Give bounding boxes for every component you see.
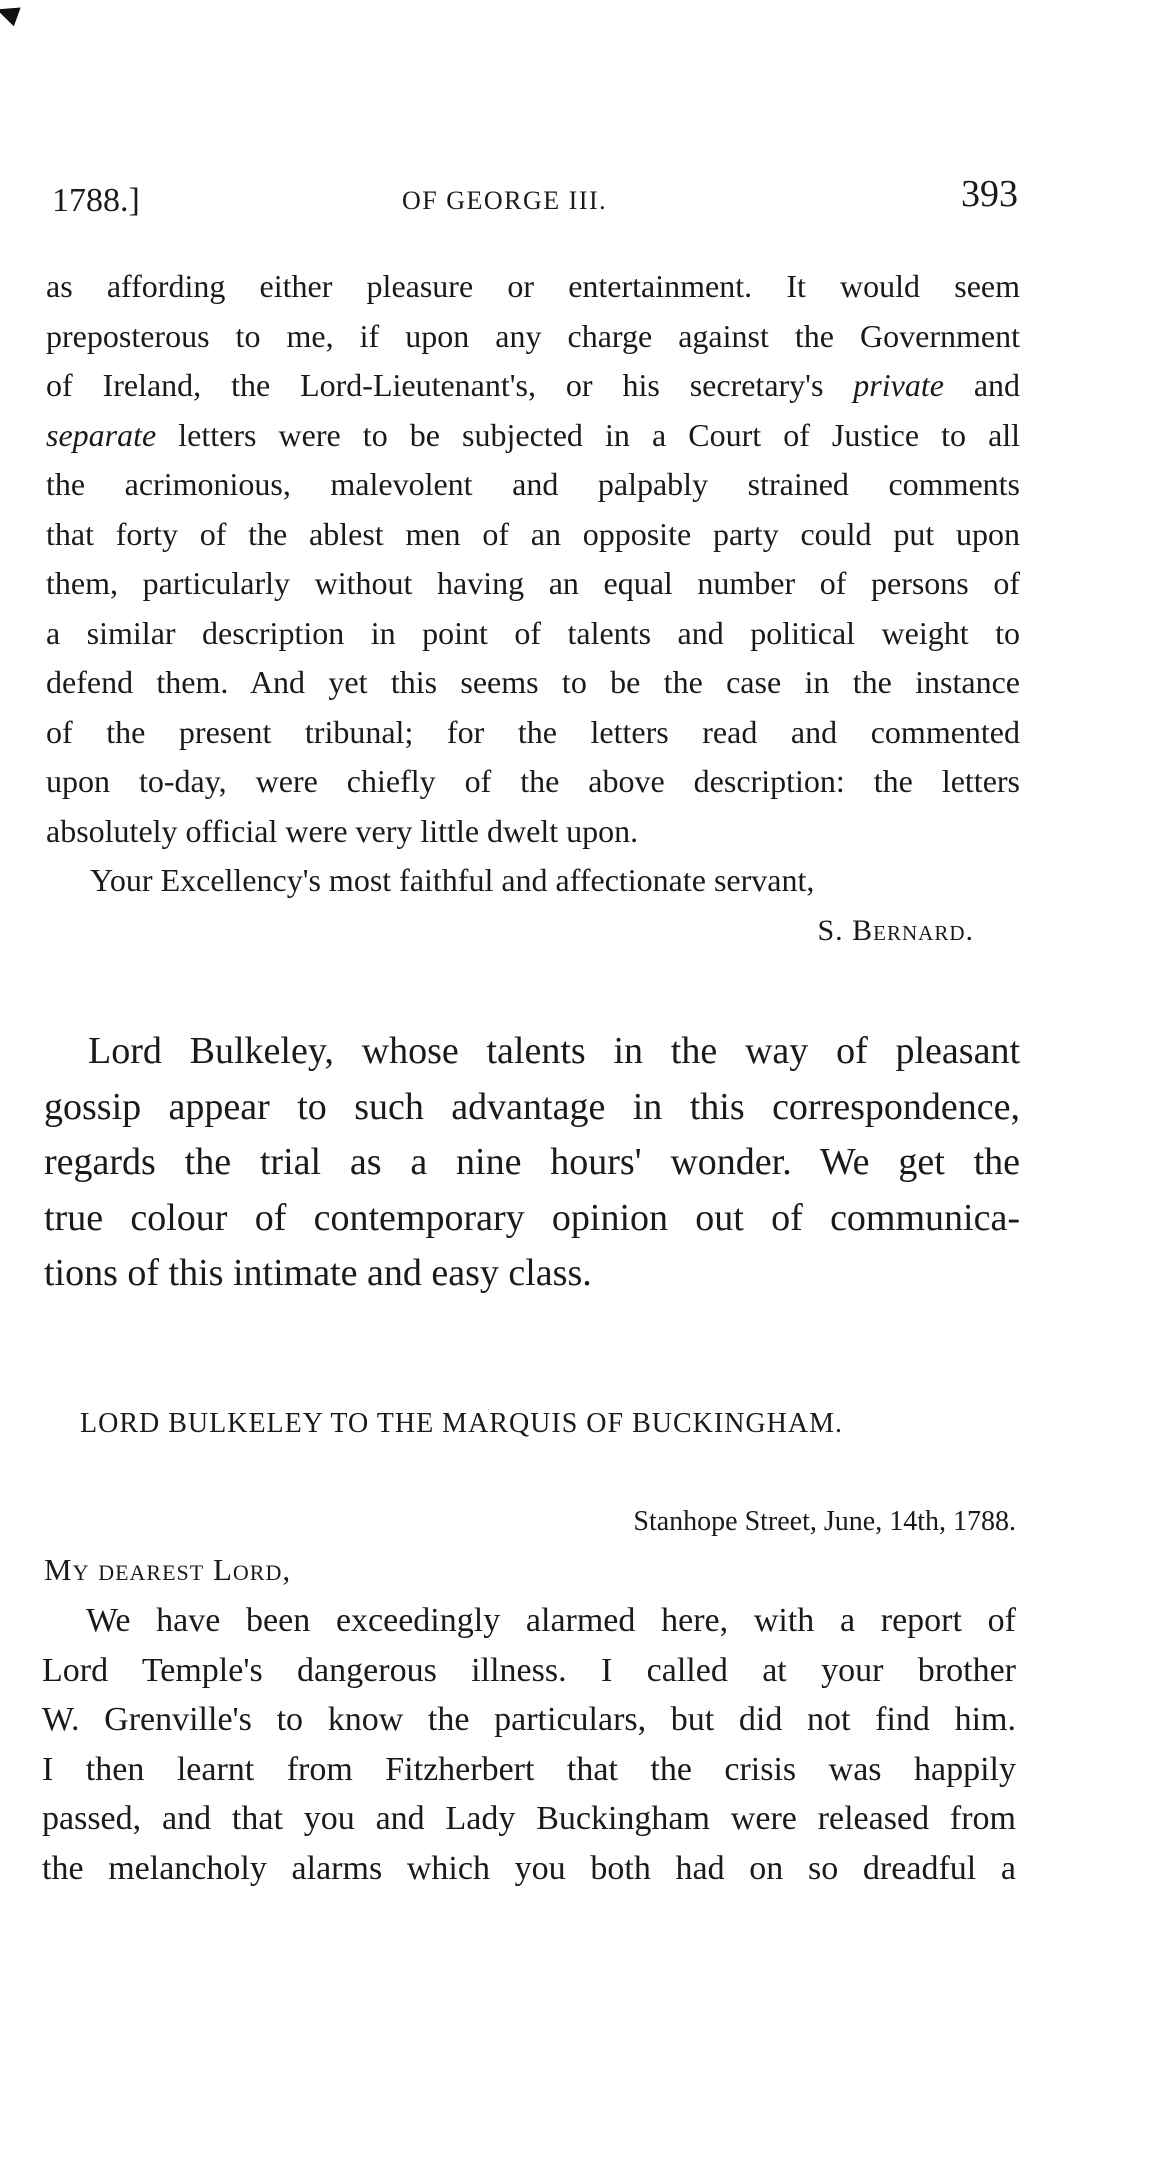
letter-line: Lord Temple's dangerous illness. I called at your brother — [42, 1651, 1016, 1689]
letter-closing: Your Excellency's most faithful and affectionate servant, — [90, 862, 815, 898]
letter-dateline: Stanhope Street, June, 14th, 1788. — [633, 1506, 1016, 1537]
text-line-with-italic: of Ireland, the Lord-Lieutenant's, or his secretary's private and — [46, 367, 1021, 403]
text-line: preposterous to me, if upon any charge against the Government — [46, 317, 1020, 354]
letter-body — [42, 1596, 1016, 1893]
letter-line: I then learnt from Fitzherbert that the crisis was happily — [42, 1750, 1016, 1788]
editorial-paragraph — [44, 1024, 1020, 1302]
editorial-line: Lord Bulkeley, whose talents in the way of pleasant — [88, 1030, 1020, 1072]
letter-line: passed, and that you and Lady Buckingham were released from — [42, 1800, 1016, 1837]
letter-heading: LORD BULKELEY TO THE MARQUIS OF BUCKINGHAM. — [80, 1408, 843, 1439]
page-number: 393 — [961, 173, 1018, 215]
italic-word: private — [853, 367, 944, 403]
running-head — [52, 172, 1018, 222]
text-line: that forty of the ablest men of an opposite party could put upon — [46, 515, 1020, 552]
letter-line: We have been exceedingly alarmed here, with a report of — [86, 1602, 1016, 1639]
letter-continuation — [46, 262, 1020, 955]
editorial-line: regards the trial as a nine hours' wonder. We get the — [44, 1141, 1020, 1183]
editorial-line: true colour of contemporary opinion out of communica- — [44, 1196, 1020, 1239]
text-line: of the present tribunal; for the letters read and commented — [46, 713, 1020, 750]
editorial-line: gossip appear to such advantage in this correspondence, — [44, 1085, 1020, 1128]
text-line: defend them. And yet this seems to be the case in the instance — [46, 664, 1020, 700]
running-head-title: OF GEORGE III. — [402, 186, 608, 215]
italic-word: separate — [46, 416, 157, 453]
text-line: the acrimonious, malevolent and palpably strained comments — [46, 466, 1020, 502]
running-head-year: 1788.] — [52, 182, 140, 219]
letter-line: the melancholy alarms which you both had on so dreadful a — [42, 1849, 1016, 1887]
text-line: them, particularly without having an equal number of persons of — [46, 565, 1020, 601]
letter-line: W. Grenville's to know the particulars, but did not find him. — [42, 1701, 1016, 1738]
editorial-line: tions of this intimate and easy class. — [44, 1252, 592, 1294]
text-line: as affording either pleasure or entertainment. It would seem — [46, 268, 1020, 304]
text-line: absolutely official were very little dwelt upon. — [46, 812, 639, 849]
text-line: upon to-day, were chiefly of the above description: the letters — [46, 763, 1020, 799]
text-line: a similar description in point of talents and political weight to — [46, 614, 1020, 651]
letter-signature: S. Bernard. — [817, 913, 974, 947]
page-corner-mark — [0, 0, 21, 26]
letter-salutation: My dearest Lord, — [44, 1552, 292, 1587]
text-line-with-italic: separate letters were to be subjected in a Court of Justice to all — [46, 416, 1021, 453]
